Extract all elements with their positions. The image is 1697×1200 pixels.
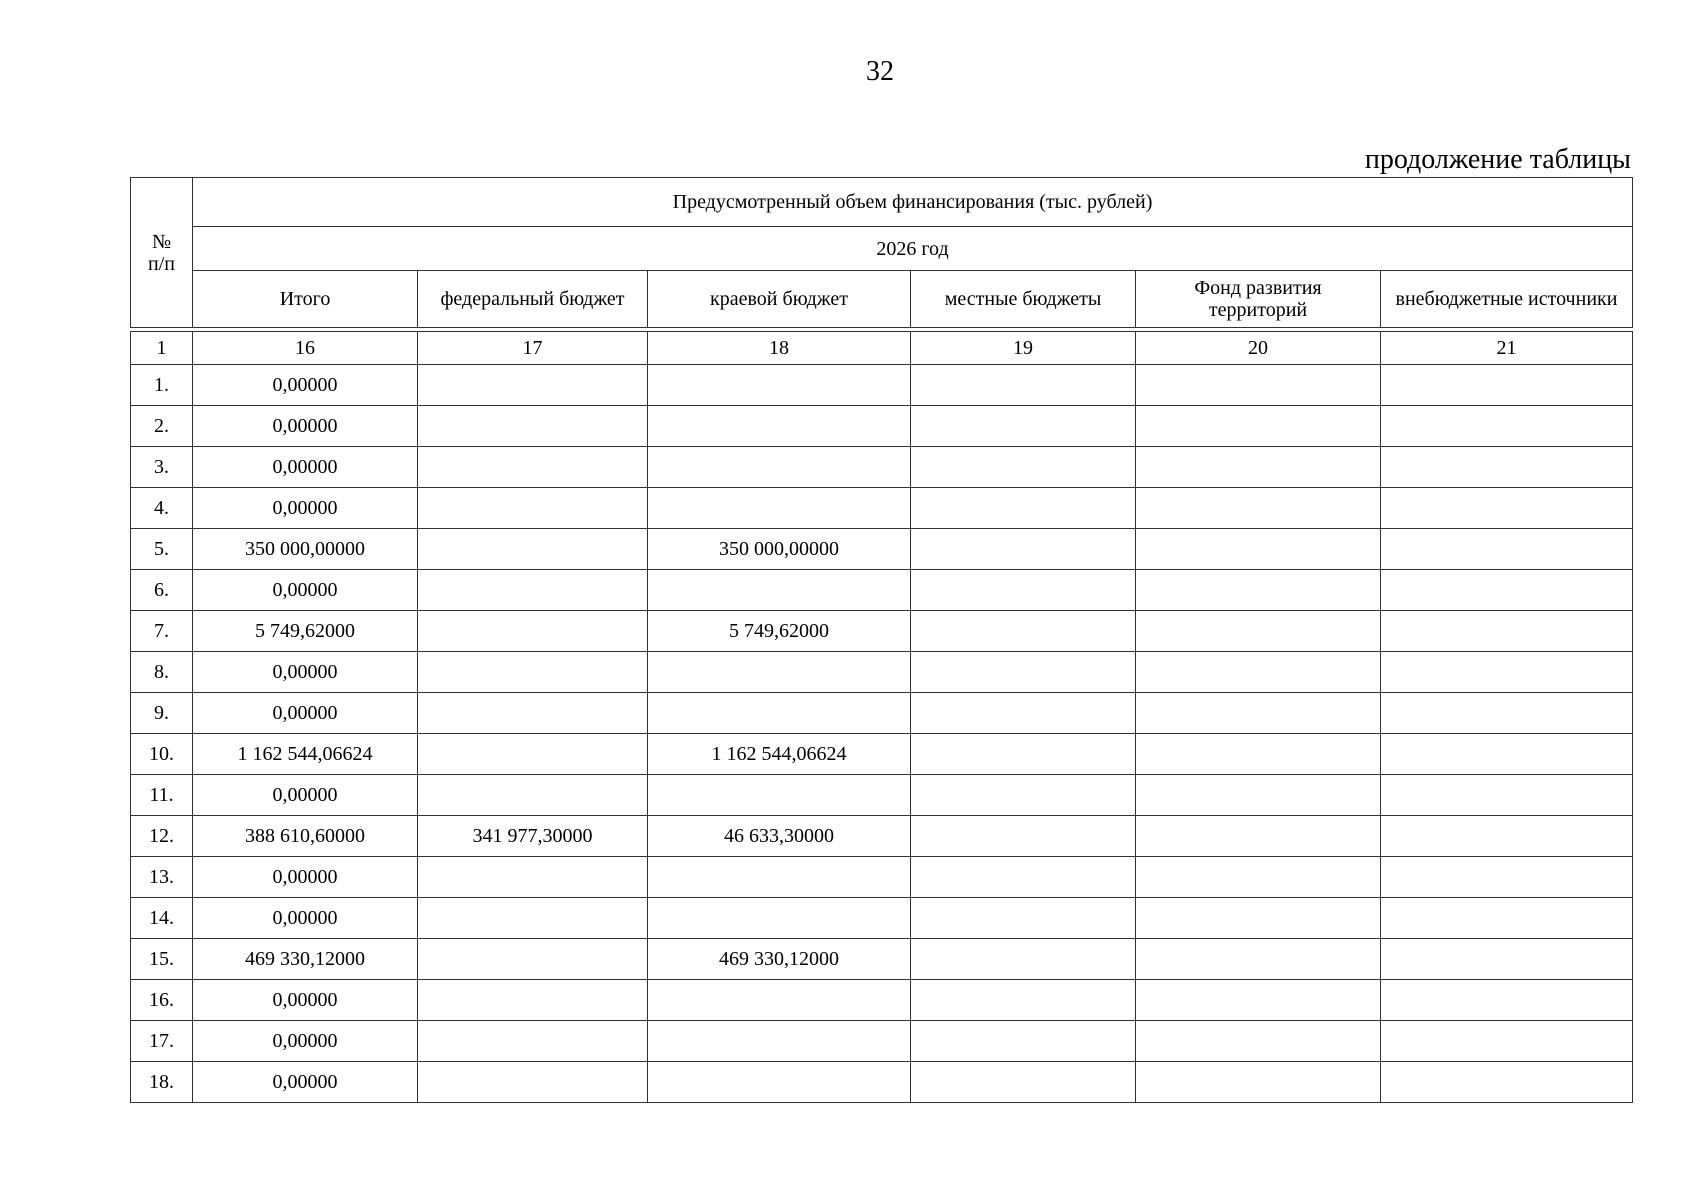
table-cell bbox=[418, 939, 648, 980]
table-cell bbox=[418, 447, 648, 488]
table-cell bbox=[911, 570, 1136, 611]
table-row bbox=[131, 980, 1633, 1021]
table-cell bbox=[418, 365, 648, 406]
header-col-fund: Фонд развития территорий bbox=[1136, 271, 1381, 328]
table-cell bbox=[911, 406, 1136, 447]
table-cell bbox=[911, 529, 1136, 570]
table-cell bbox=[648, 1062, 911, 1103]
table-cell bbox=[911, 488, 1136, 529]
row-number-cell: 6. bbox=[131, 570, 193, 611]
table-cell bbox=[418, 857, 648, 898]
table-cell bbox=[1381, 652, 1633, 693]
table-row bbox=[131, 652, 1633, 693]
table-cell bbox=[1381, 980, 1633, 1021]
table-cell bbox=[1136, 980, 1381, 1021]
table-cell bbox=[418, 652, 648, 693]
table-cell bbox=[1136, 775, 1381, 816]
table-cell: 0,00000 bbox=[193, 365, 418, 406]
table-cell bbox=[1136, 570, 1381, 611]
column-number-cell: 21 bbox=[1381, 332, 1633, 365]
continuation-label: продолжение таблицы bbox=[1364, 144, 1631, 175]
table-cell bbox=[1381, 816, 1633, 857]
table-cell bbox=[648, 1021, 911, 1062]
table-cell bbox=[1381, 898, 1633, 939]
table-cell bbox=[648, 488, 911, 529]
row-number-cell: 8. bbox=[131, 652, 193, 693]
table-cell bbox=[911, 1062, 1136, 1103]
table-cell bbox=[911, 980, 1136, 1021]
table-header bbox=[130, 177, 1633, 328]
table-cell bbox=[1381, 857, 1633, 898]
table-cell bbox=[1136, 447, 1381, 488]
table-cell bbox=[648, 652, 911, 693]
table-cell bbox=[1381, 570, 1633, 611]
table-cell bbox=[1381, 529, 1633, 570]
table-cell: 46 633,30000 bbox=[648, 816, 911, 857]
column-number-row bbox=[131, 332, 1633, 365]
table-cell bbox=[1381, 447, 1633, 488]
header-col-total: Итого bbox=[193, 271, 418, 328]
table-cell bbox=[911, 939, 1136, 980]
table-cell: 0,00000 bbox=[193, 488, 418, 529]
table-cell bbox=[911, 652, 1136, 693]
table-cell bbox=[648, 857, 911, 898]
row-number-cell: 1. bbox=[131, 365, 193, 406]
table-cell: 0,00000 bbox=[193, 775, 418, 816]
table-cell bbox=[1136, 939, 1381, 980]
table-cell bbox=[911, 816, 1136, 857]
table-cell: 388 610,60000 bbox=[193, 816, 418, 857]
table-cell bbox=[1381, 693, 1633, 734]
row-number-cell: 9. bbox=[131, 693, 193, 734]
row-number-cell: 10. bbox=[131, 734, 193, 775]
table-row bbox=[131, 816, 1633, 857]
table-row bbox=[131, 1021, 1633, 1062]
table-cell bbox=[1136, 693, 1381, 734]
header-year: 2026 год bbox=[193, 227, 1633, 271]
row-number-cell: 17. bbox=[131, 1021, 193, 1062]
table-cell bbox=[418, 488, 648, 529]
table-cell bbox=[418, 406, 648, 447]
table-cell bbox=[1136, 365, 1381, 406]
table-cell bbox=[911, 734, 1136, 775]
table-cell bbox=[1136, 611, 1381, 652]
table-row bbox=[131, 611, 1633, 652]
row-number-cell: 2. bbox=[131, 406, 193, 447]
table-cell: 350 000,00000 bbox=[193, 529, 418, 570]
table-cell bbox=[418, 529, 648, 570]
table-row bbox=[131, 775, 1633, 816]
column-number-cell: 17 bbox=[418, 332, 648, 365]
table-cell: 469 330,12000 bbox=[193, 939, 418, 980]
table-cell bbox=[648, 447, 911, 488]
header-col-regional: краевой бюджет bbox=[648, 271, 911, 328]
table-row bbox=[131, 734, 1633, 775]
table-cell bbox=[1136, 1021, 1381, 1062]
table-cell bbox=[911, 1021, 1136, 1062]
table-cell bbox=[911, 447, 1136, 488]
table-cell bbox=[1136, 1062, 1381, 1103]
table-cell bbox=[418, 611, 648, 652]
table-cell: 1 162 544,06624 bbox=[193, 734, 418, 775]
table-row bbox=[131, 693, 1633, 734]
table-cell bbox=[1381, 734, 1633, 775]
table-cell: 0,00000 bbox=[193, 980, 418, 1021]
table-cell bbox=[1381, 775, 1633, 816]
table-cell bbox=[418, 570, 648, 611]
table-cell bbox=[648, 980, 911, 1021]
table-cell bbox=[418, 898, 648, 939]
table-cell: 350 000,00000 bbox=[648, 529, 911, 570]
row-number-cell: 12. bbox=[131, 816, 193, 857]
table-cell: 341 977,30000 bbox=[418, 816, 648, 857]
table-cell: 5 749,62000 bbox=[648, 611, 911, 652]
column-number-cell: 1 bbox=[131, 332, 193, 365]
table-row bbox=[131, 570, 1633, 611]
row-number-cell: 5. bbox=[131, 529, 193, 570]
header-col-local: местные бюджеты bbox=[911, 271, 1136, 328]
table-cell bbox=[911, 693, 1136, 734]
row-number-cell: 3. bbox=[131, 447, 193, 488]
table-cell bbox=[648, 898, 911, 939]
row-number-cell: 18. bbox=[131, 1062, 193, 1103]
table-cell bbox=[1136, 406, 1381, 447]
header-num-col: № п/п bbox=[131, 178, 193, 328]
row-number-cell: 7. bbox=[131, 611, 193, 652]
table-cell bbox=[418, 1062, 648, 1103]
table-body bbox=[130, 331, 1633, 1103]
table-cell bbox=[418, 1021, 648, 1062]
table-cell bbox=[1136, 529, 1381, 570]
header-col-federal: федеральный бюджет bbox=[418, 271, 648, 328]
header-col-extrabudget: внебюджетные источники bbox=[1381, 271, 1633, 328]
table-cell bbox=[648, 775, 911, 816]
row-number-cell: 16. bbox=[131, 980, 193, 1021]
table-row bbox=[131, 488, 1633, 529]
row-number-cell: 13. bbox=[131, 857, 193, 898]
column-number-cell: 19 bbox=[911, 332, 1136, 365]
table-cell: 0,00000 bbox=[193, 652, 418, 693]
table-cell: 5 749,62000 bbox=[193, 611, 418, 652]
header-financing-title: Предусмотренный объем финансирования (тыс. рублей) bbox=[193, 178, 1633, 227]
table-cell bbox=[1136, 816, 1381, 857]
table-cell bbox=[648, 406, 911, 447]
table-cell: 0,00000 bbox=[193, 570, 418, 611]
table-cell bbox=[1136, 857, 1381, 898]
table-cell bbox=[418, 734, 648, 775]
table-cell bbox=[1381, 939, 1633, 980]
page-number: 32 bbox=[866, 56, 894, 87]
table-cell bbox=[1136, 652, 1381, 693]
table-cell bbox=[648, 693, 911, 734]
table-cell bbox=[1381, 406, 1633, 447]
table-cell bbox=[911, 898, 1136, 939]
table-cell bbox=[1381, 1021, 1633, 1062]
table-cell: 0,00000 bbox=[193, 693, 418, 734]
column-number-cell: 18 bbox=[648, 332, 911, 365]
table-cell bbox=[1136, 488, 1381, 529]
column-number-cell: 20 bbox=[1136, 332, 1381, 365]
table-cell bbox=[1381, 488, 1633, 529]
table-cell: 469 330,12000 bbox=[648, 939, 911, 980]
table-cell: 0,00000 bbox=[193, 1062, 418, 1103]
table-cell bbox=[1136, 734, 1381, 775]
row-number-cell: 15. bbox=[131, 939, 193, 980]
table-cell bbox=[911, 857, 1136, 898]
table-cell bbox=[418, 775, 648, 816]
table-cell: 0,00000 bbox=[193, 447, 418, 488]
table-row bbox=[131, 857, 1633, 898]
table-row bbox=[131, 365, 1633, 406]
table-cell: 0,00000 bbox=[193, 898, 418, 939]
table-cell: 0,00000 bbox=[193, 857, 418, 898]
table-cell bbox=[648, 570, 911, 611]
table-row bbox=[131, 447, 1633, 488]
row-number-cell: 14. bbox=[131, 898, 193, 939]
column-number-cell: 16 bbox=[193, 332, 418, 365]
table-cell bbox=[1381, 611, 1633, 652]
table-cell: 0,00000 bbox=[193, 1021, 418, 1062]
table-row bbox=[131, 898, 1633, 939]
table-cell bbox=[418, 980, 648, 1021]
table-row bbox=[131, 406, 1633, 447]
row-number-cell: 11. bbox=[131, 775, 193, 816]
table-cell bbox=[1136, 898, 1381, 939]
table-cell bbox=[1381, 1062, 1633, 1103]
table-row bbox=[131, 529, 1633, 570]
table-cell bbox=[418, 693, 648, 734]
table-cell bbox=[1381, 365, 1633, 406]
table-cell: 0,00000 bbox=[193, 406, 418, 447]
table-cell bbox=[911, 365, 1136, 406]
table-cell bbox=[648, 365, 911, 406]
table-row bbox=[131, 1062, 1633, 1103]
table-row bbox=[131, 939, 1633, 980]
table-cell bbox=[911, 611, 1136, 652]
table-cell bbox=[911, 775, 1136, 816]
row-number-cell: 4. bbox=[131, 488, 193, 529]
table-cell: 1 162 544,06624 bbox=[648, 734, 911, 775]
